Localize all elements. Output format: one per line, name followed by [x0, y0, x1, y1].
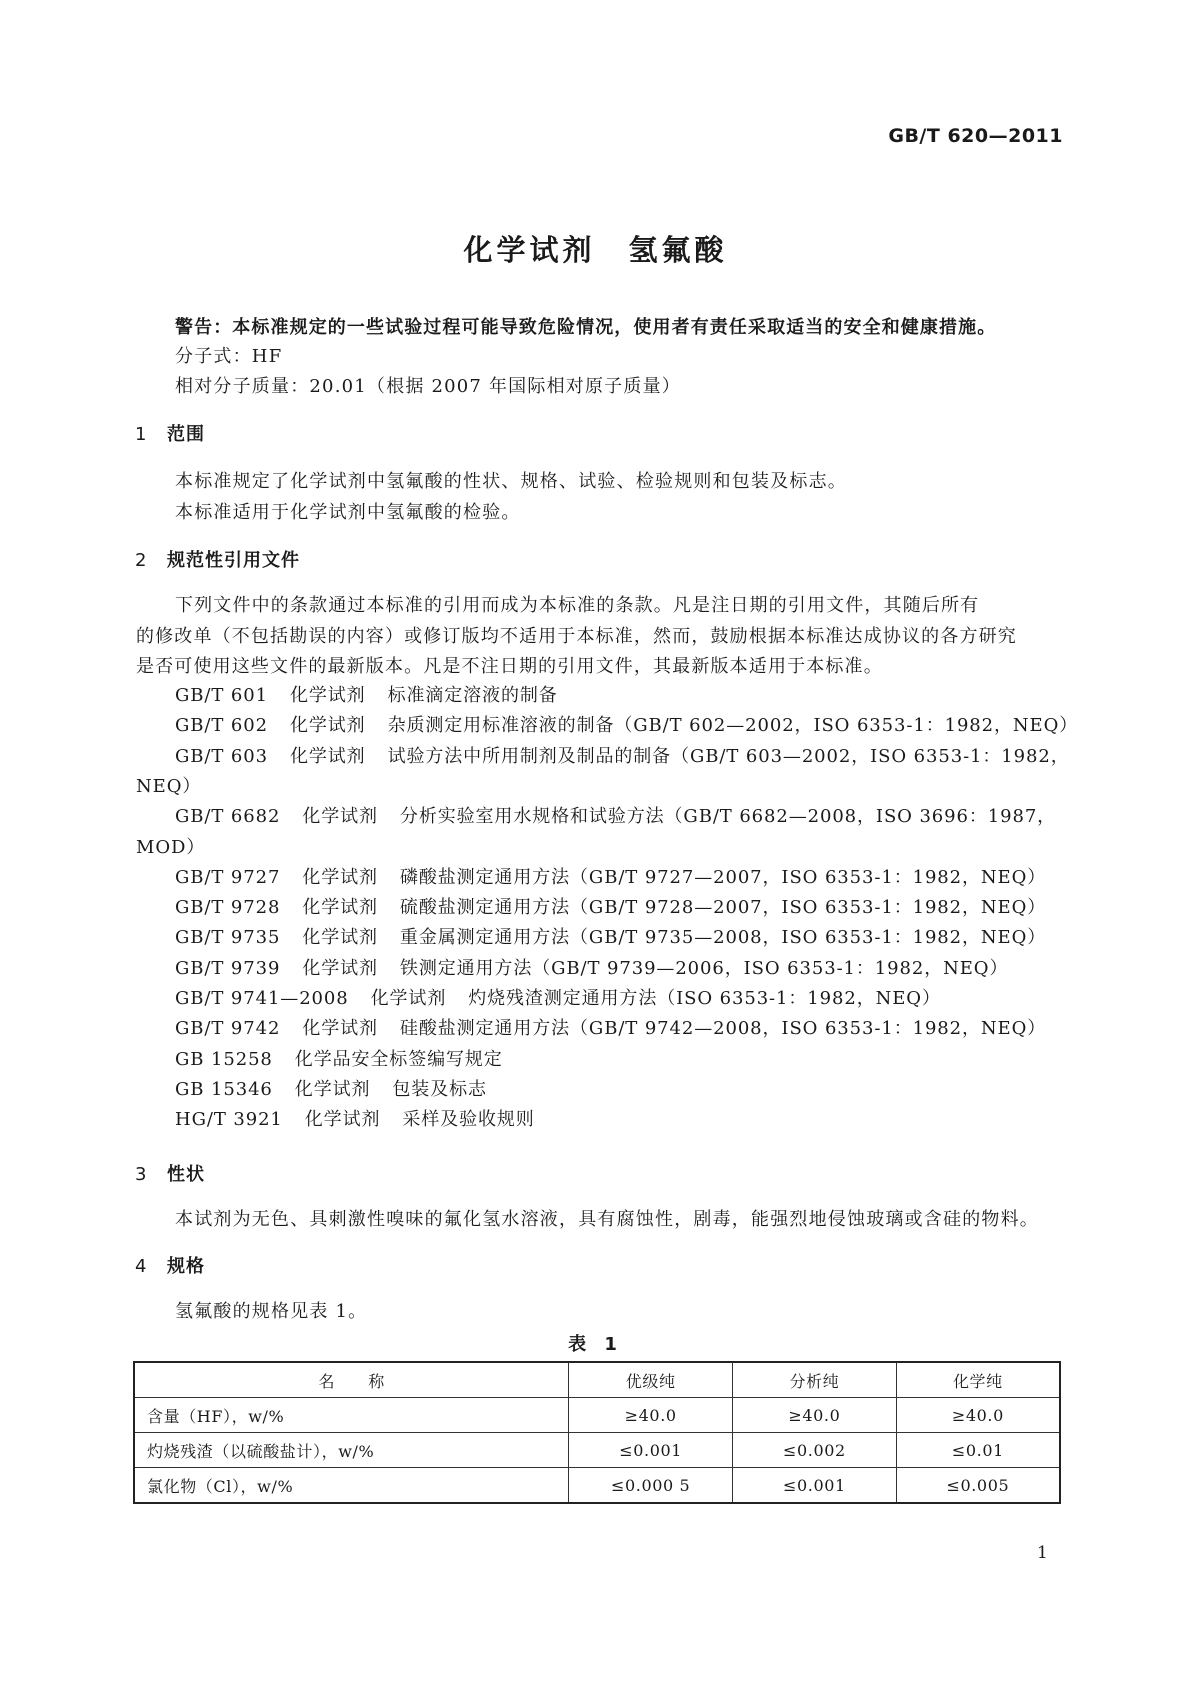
column-header: 优级纯	[569, 1362, 733, 1398]
reference-category: 化学试剂	[289, 745, 366, 767]
reference-category: 化学试剂	[304, 1109, 381, 1131]
reference-title: 硫酸盐测定通用方法（GB/T 9728—2007，ISO 6353-1：1982，NEQ）	[399, 897, 1047, 919]
reference-item	[175, 923, 1046, 949]
column-header: 分析纯	[733, 1362, 897, 1398]
reference-item	[175, 954, 1008, 980]
reference-title: 分析实验室用水规格和试验方法（GB/T 6682—2008，ISO 3696：1987，	[399, 806, 1057, 828]
reference-continuation: MOD）	[136, 836, 206, 858]
reference-item	[175, 984, 941, 1010]
reference-code: GB/T 9727	[175, 866, 281, 888]
paragraph: 本试剂为无色、具刺激性嗅味的氟化氢水溶液，具有腐蚀性，剧毒，能强烈地侵蚀玻璃或含硅的物料。	[175, 1209, 1039, 1230]
reference-code: GB 15258	[175, 1048, 273, 1070]
table-cell: ≤0.002	[733, 1433, 897, 1468]
reference-item	[175, 1105, 535, 1131]
table-cell: ≤0.005	[896, 1468, 1060, 1504]
table-row	[134, 1468, 1060, 1504]
reference-code: GB/T 603	[175, 745, 268, 767]
table-row	[134, 1433, 1060, 1468]
section-number: 3	[135, 1164, 148, 1185]
reference-code: GB/T 9739	[175, 957, 281, 979]
reference-title: 重金属测定通用方法（GB/T 9735—2008，ISO 6353-1：1982，NEQ）	[399, 927, 1047, 949]
reference-title: 铁测定通用方法（GB/T 9739—2006，ISO 6353-1：1982，NEQ）	[399, 957, 1009, 979]
table-cell: ≤0.000 5	[569, 1468, 733, 1504]
reference-title: 包装及标志	[392, 1078, 487, 1100]
table-cell: ≥40.0	[569, 1398, 733, 1433]
paragraph-line: 的修改单（不包括勘误的内容）或修订版均不适用于本标准，然而，鼓励根据本标准达成协议的各方研究	[136, 626, 1017, 647]
reference-item	[175, 802, 1056, 828]
column-header: 化学纯	[896, 1362, 1060, 1398]
reference-code: GB/T 601	[175, 685, 268, 706]
reference-item	[175, 1075, 487, 1101]
reference-item	[175, 893, 1046, 919]
reference-item	[175, 863, 1046, 889]
reference-category: 化学品安全标签编写规定	[294, 1048, 503, 1070]
safety-warning: 警告：本标准规定的一些试验过程可能导致危险情况，使用者有责任采取适当的安全和健康措施。	[175, 317, 997, 338]
section-title: 性状	[167, 1164, 205, 1185]
section-title: 规范性引用文件	[167, 550, 300, 571]
reference-code: GB/T 9728	[175, 897, 281, 919]
table-cell: 氯化物（Cl），w/%	[134, 1468, 569, 1504]
section-number: 1	[135, 424, 148, 445]
reference-title: 标准滴定溶液的制备	[387, 685, 558, 706]
reference-category: 化学试剂	[289, 715, 366, 737]
reference-title: 采样及验收规则	[402, 1109, 535, 1131]
reference-category: 化学试剂	[370, 988, 447, 1009]
reference-category: 化学试剂	[302, 957, 378, 979]
reference-code: GB/T 602	[175, 715, 268, 737]
reference-item	[175, 742, 1070, 768]
specification-table	[133, 1361, 1061, 1504]
section-number: 2	[135, 550, 148, 571]
section-title: 范围	[167, 424, 205, 445]
paragraph: 本标准适用于化学试剂中氢氟酸的检验。	[175, 502, 521, 523]
reference-title: 磷酸盐测定通用方法（GB/T 9727—2007，ISO 6353-1：1982，NEQ）	[399, 866, 1047, 888]
molecular-formula: 分子式：HF	[175, 346, 283, 367]
standard-code: GB/T 620—2011	[888, 125, 1063, 147]
section-title: 规格	[167, 1256, 205, 1277]
section-3-heading	[135, 1160, 205, 1186]
table-cell: ≥40.0	[733, 1398, 897, 1433]
reference-continuation: NEQ）	[136, 775, 202, 797]
reference-category: 化学试剂	[302, 897, 378, 919]
reference-category: 化学试剂	[294, 1078, 371, 1100]
table-cell: 含量（HF），w/%	[134, 1398, 569, 1433]
reference-title: 硅酸盐测定通用方法（GB/T 9742—2008，ISO 6353-1：1982，NEQ）	[399, 1018, 1047, 1040]
reference-title: 灼烧残渣测定通用方法（ISO 6353-1：1982，NEQ）	[468, 988, 941, 1009]
section-4-heading	[135, 1252, 205, 1278]
paragraph-line: 下列文件中的条款通过本标准的引用而成为本标准的条款。凡是注日期的引用文件，其随后所有	[175, 595, 980, 616]
table-cell: ≥40.0	[896, 1398, 1060, 1433]
table-cell: 灼烧残渣（以硫酸盐计），w/%	[134, 1433, 569, 1468]
reference-code: GB/T 6682	[175, 806, 281, 828]
table-cell: ≤0.001	[569, 1433, 733, 1468]
reference-item	[175, 1014, 1046, 1040]
reference-item	[175, 681, 558, 707]
table-cell: ≤0.001	[733, 1468, 897, 1504]
table-header-row	[134, 1362, 1060, 1398]
reference-code: GB 15346	[175, 1078, 273, 1100]
reference-title: 杂质测定用标准溶液的制备（GB/T 602—2002，ISO 6353-1：1982，NEQ）	[387, 715, 1079, 737]
section-1-heading	[135, 420, 205, 446]
reference-category: 化学试剂	[302, 1018, 378, 1040]
relative-molecular-mass: 相对分子质量：20.01（根据 2007 年国际相对原子质量）	[175, 376, 681, 397]
reference-code: GB/T 9742	[175, 1018, 281, 1040]
document-title: 化学试剂 氢氟酸	[463, 233, 728, 267]
paragraph: 氢氟酸的规格见表 1。	[175, 1301, 368, 1322]
reference-code: GB/T 9741—2008	[175, 988, 349, 1009]
table-row	[134, 1398, 1060, 1433]
section-number: 4	[135, 1256, 148, 1277]
reference-title: 试验方法中所用制剂及制品的制备（GB/T 603—2002，ISO 6353-1：1982，	[387, 745, 1070, 767]
section-2-heading	[135, 546, 300, 572]
reference-code: HG/T 3921	[175, 1109, 283, 1131]
reference-category: 化学试剂	[302, 806, 378, 828]
reference-category: 化学试剂	[302, 866, 378, 888]
paragraph: 本标准规定了化学试剂中氢氟酸的性状、规格、试验、检验规则和包装及标志。	[175, 471, 847, 492]
paragraph-line: 是否可使用这些文件的最新版本。凡是不注日期的引用文件，其最新版本适用于本标准。	[136, 656, 883, 677]
page-number: 1	[1037, 1543, 1048, 1563]
reference-category: 化学试剂	[302, 927, 378, 949]
table-cell: ≤0.01	[896, 1433, 1060, 1468]
reference-code: GB/T 9735	[175, 927, 281, 949]
reference-item	[175, 1045, 503, 1071]
table-caption: 表 1	[568, 1334, 623, 1355]
reference-item	[175, 711, 1078, 737]
column-header: 名 称	[134, 1362, 569, 1398]
reference-category: 化学试剂	[289, 685, 366, 706]
